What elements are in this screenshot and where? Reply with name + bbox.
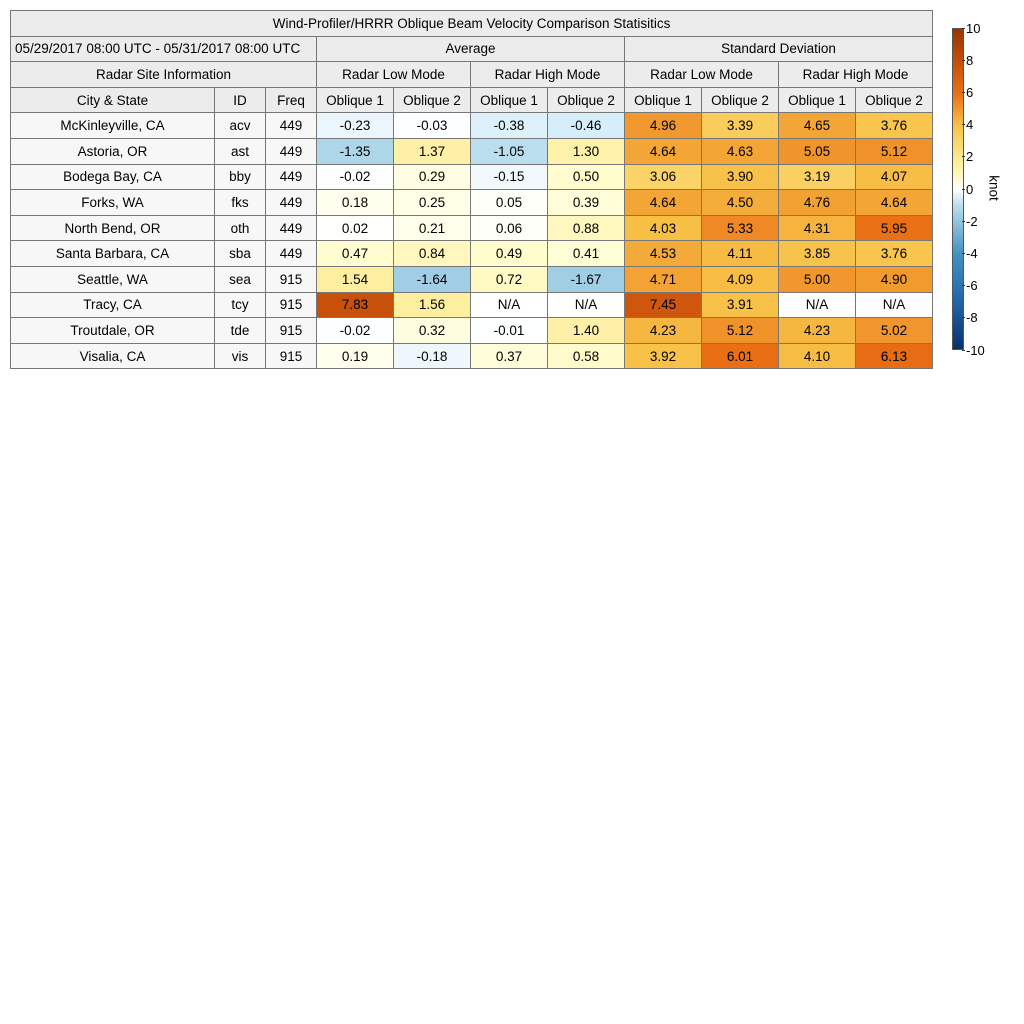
value-cell-avg-high-oblique2: 1.30 (548, 138, 625, 164)
value-cell-std-low-oblique1: 4.64 (625, 138, 702, 164)
colorbar-tick-label: 4 (966, 117, 974, 133)
value-cell-std-high-oblique2: 4.07 (856, 164, 933, 190)
value-cell-std-low-oblique2: 3.90 (702, 164, 779, 190)
table-row (11, 318, 933, 344)
site-freq: 449 (266, 215, 317, 241)
avg-high-oblique1-header: Oblique 1 (471, 87, 548, 113)
std-high-mode-header: Radar High Mode (779, 62, 933, 88)
site-city: Astoria, OR (11, 138, 215, 164)
value-cell-std-high-oblique2: 3.76 (856, 241, 933, 267)
value-cell-std-high-oblique1: 5.00 (779, 266, 856, 292)
table-row (11, 113, 933, 139)
value-cell-std-high-oblique1: 4.65 (779, 113, 856, 139)
average-low-mode-header: Radar Low Mode (317, 62, 471, 88)
value-cell-std-low-oblique1: 4.71 (625, 266, 702, 292)
table-row (11, 292, 933, 318)
comparison-statistics-table (10, 10, 933, 369)
site-id: sba (215, 241, 266, 267)
site-city: Bodega Bay, CA (11, 164, 215, 190)
site-city: Troutdale, OR (11, 318, 215, 344)
colorbar-unit-label: knot (986, 175, 1002, 201)
site-freq: 449 (266, 241, 317, 267)
site-city: Visalia, CA (11, 343, 215, 369)
value-cell-std-high-oblique2: 4.90 (856, 266, 933, 292)
freq-column-header: Freq (266, 87, 317, 113)
site-freq: 449 (266, 113, 317, 139)
value-cell-avg-low-oblique1: -0.02 (317, 164, 394, 190)
value-cell-avg-high-oblique2: 0.50 (548, 164, 625, 190)
value-cell-avg-high-oblique1: 0.49 (471, 241, 548, 267)
value-cell-std-high-oblique1: 4.76 (779, 190, 856, 216)
value-cell-avg-low-oblique2: 0.32 (394, 318, 471, 344)
site-id: bby (215, 164, 266, 190)
value-cell-avg-low-oblique1: -1.35 (317, 138, 394, 164)
value-cell-avg-low-oblique2: 1.56 (394, 292, 471, 318)
value-cell-std-low-oblique2: 3.91 (702, 292, 779, 318)
std-low-mode-header: Radar Low Mode (625, 62, 779, 88)
site-city: Forks, WA (11, 190, 215, 216)
value-cell-std-low-oblique1: 7.45 (625, 292, 702, 318)
value-cell-avg-high-oblique1: -0.38 (471, 113, 548, 139)
value-cell-std-low-oblique2: 4.11 (702, 241, 779, 267)
colorbar-tick-label: -10 (966, 342, 985, 358)
value-cell-avg-low-oblique2: -1.64 (394, 266, 471, 292)
value-cell-std-high-oblique1: N/A (779, 292, 856, 318)
value-cell-avg-high-oblique2: 1.40 (548, 318, 625, 344)
std-low-oblique1-header: Oblique 1 (625, 87, 702, 113)
value-cell-std-low-oblique1: 4.23 (625, 318, 702, 344)
value-cell-avg-high-oblique1: 0.06 (471, 215, 548, 241)
value-cell-avg-low-oblique1: -0.02 (317, 318, 394, 344)
value-cell-avg-low-oblique2: 0.21 (394, 215, 471, 241)
colorbar-tick-label: -8 (966, 310, 978, 326)
value-cell-avg-low-oblique2: -0.18 (394, 343, 471, 369)
value-cell-std-low-oblique2: 4.09 (702, 266, 779, 292)
average-high-mode-header: Radar High Mode (471, 62, 625, 88)
value-cell-std-low-oblique1: 3.06 (625, 164, 702, 190)
site-id: fks (215, 190, 266, 216)
city-column-header: City & State (11, 87, 215, 113)
site-id: tcy (215, 292, 266, 318)
colorbar-tick-label: 2 (966, 149, 974, 165)
value-cell-std-low-oblique2: 4.50 (702, 190, 779, 216)
value-cell-avg-high-oblique2: 0.39 (548, 190, 625, 216)
value-cell-std-low-oblique1: 4.03 (625, 215, 702, 241)
site-city: McKinleyville, CA (11, 113, 215, 139)
site-id: oth (215, 215, 266, 241)
site-id: vis (215, 343, 266, 369)
value-cell-avg-high-oblique1: 0.37 (471, 343, 548, 369)
value-cell-avg-high-oblique1: N/A (471, 292, 548, 318)
value-cell-avg-low-oblique2: 0.84 (394, 241, 471, 267)
value-cell-std-high-oblique2: 3.76 (856, 113, 933, 139)
colorbar-tick-label: 6 (966, 84, 974, 100)
value-cell-avg-high-oblique2: -1.67 (548, 266, 625, 292)
value-cell-avg-high-oblique2: 0.88 (548, 215, 625, 241)
value-cell-avg-low-oblique1: 0.02 (317, 215, 394, 241)
date-range: 05/29/2017 08:00 UTC - 05/31/2017 08:00 UTC (11, 36, 317, 62)
table-row (11, 138, 933, 164)
value-cell-std-low-oblique2: 4.63 (702, 138, 779, 164)
value-cell-std-high-oblique2: 5.12 (856, 138, 933, 164)
value-cell-avg-low-oblique1: 1.54 (317, 266, 394, 292)
site-id: acv (215, 113, 266, 139)
value-cell-std-high-oblique2: 5.02 (856, 318, 933, 344)
std-dev-group-header: Standard Deviation (625, 36, 933, 62)
value-cell-std-low-oblique2: 5.12 (702, 318, 779, 344)
value-cell-std-low-oblique2: 3.39 (702, 113, 779, 139)
value-cell-std-high-oblique1: 4.10 (779, 343, 856, 369)
site-freq: 915 (266, 266, 317, 292)
avg-high-oblique2-header: Oblique 2 (548, 87, 625, 113)
value-cell-std-high-oblique1: 3.85 (779, 241, 856, 267)
value-cell-avg-high-oblique1: -0.01 (471, 318, 548, 344)
std-high-oblique1-header: Oblique 1 (779, 87, 856, 113)
value-cell-avg-high-oblique1: 0.72 (471, 266, 548, 292)
value-cell-std-high-oblique1: 3.19 (779, 164, 856, 190)
value-cell-std-high-oblique2: N/A (856, 292, 933, 318)
value-cell-std-low-oblique2: 6.01 (702, 343, 779, 369)
value-cell-std-low-oblique1: 4.64 (625, 190, 702, 216)
id-column-header: ID (215, 87, 266, 113)
site-id: sea (215, 266, 266, 292)
value-cell-std-high-oblique1: 5.05 (779, 138, 856, 164)
value-cell-std-low-oblique1: 4.53 (625, 241, 702, 267)
table-row (11, 266, 933, 292)
value-cell-std-low-oblique1: 3.92 (625, 343, 702, 369)
colorbar-tick-label: 8 (966, 52, 974, 68)
table-row (11, 215, 933, 241)
site-city: Tracy, CA (11, 292, 215, 318)
value-cell-avg-high-oblique2: 0.41 (548, 241, 625, 267)
value-cell-avg-low-oblique2: 1.37 (394, 138, 471, 164)
value-cell-avg-low-oblique1: -0.23 (317, 113, 394, 139)
value-cell-avg-high-oblique1: -1.05 (471, 138, 548, 164)
site-freq: 449 (266, 164, 317, 190)
value-cell-avg-high-oblique2: N/A (548, 292, 625, 318)
colorbar-tick-label: -4 (966, 245, 978, 261)
site-city: Seattle, WA (11, 266, 215, 292)
avg-low-oblique2-header: Oblique 2 (394, 87, 471, 113)
table-row (11, 190, 933, 216)
table-row (11, 343, 933, 369)
value-cell-avg-high-oblique2: -0.46 (548, 113, 625, 139)
value-cell-avg-low-oblique1: 7.83 (317, 292, 394, 318)
std-high-oblique2-header: Oblique 2 (856, 87, 933, 113)
site-freq: 449 (266, 138, 317, 164)
site-id: ast (215, 138, 266, 164)
table-row (11, 241, 933, 267)
value-cell-avg-low-oblique2: 0.25 (394, 190, 471, 216)
site-freq: 915 (266, 318, 317, 344)
value-cell-avg-high-oblique2: 0.58 (548, 343, 625, 369)
value-cell-avg-high-oblique1: 0.05 (471, 190, 548, 216)
value-cell-avg-low-oblique2: 0.29 (394, 164, 471, 190)
colorbar-tick-label: 10 (966, 20, 981, 36)
value-cell-std-high-oblique2: 6.13 (856, 343, 933, 369)
value-cell-avg-low-oblique1: 0.19 (317, 343, 394, 369)
colorbar-tick-label: 0 (966, 181, 974, 197)
value-cell-avg-low-oblique1: 0.47 (317, 241, 394, 267)
site-freq: 449 (266, 190, 317, 216)
site-freq: 915 (266, 343, 317, 369)
value-cell-std-high-oblique1: 4.23 (779, 318, 856, 344)
value-cell-std-high-oblique1: 4.31 (779, 215, 856, 241)
value-cell-avg-low-oblique2: -0.03 (394, 113, 471, 139)
colorbar-tick-label: -2 (966, 213, 978, 229)
value-cell-std-high-oblique2: 4.64 (856, 190, 933, 216)
value-cell-std-low-oblique1: 4.96 (625, 113, 702, 139)
site-info-header: Radar Site Information (11, 62, 317, 88)
std-low-oblique2-header: Oblique 2 (702, 87, 779, 113)
value-cell-std-low-oblique2: 5.33 (702, 215, 779, 241)
site-city: North Bend, OR (11, 215, 215, 241)
value-cell-avg-high-oblique1: -0.15 (471, 164, 548, 190)
table-row (11, 164, 933, 190)
colorbar-tick-label: -6 (966, 278, 978, 294)
value-cell-avg-low-oblique1: 0.18 (317, 190, 394, 216)
avg-low-oblique1-header: Oblique 1 (317, 87, 394, 113)
site-city: Santa Barbara, CA (11, 241, 215, 267)
average-group-header: Average (317, 36, 625, 62)
site-freq: 915 (266, 292, 317, 318)
table-title: Wind-Profiler/HRRR Oblique Beam Velocity Comparison Statisitics (11, 11, 933, 37)
value-cell-std-high-oblique2: 5.95 (856, 215, 933, 241)
site-id: tde (215, 318, 266, 344)
